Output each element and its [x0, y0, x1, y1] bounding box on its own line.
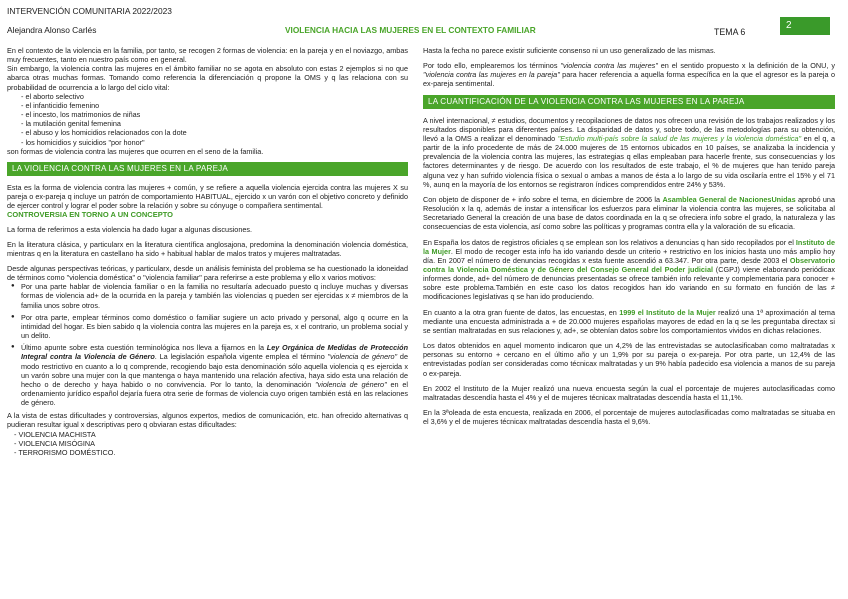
list-item: ● Por otra parte, emplear términos como doméstico o familiar sugiere un acto privado y personal, algo q ocurre en la intimidad del hogar. Es bien sabido q la violencia contra las mujeres en la pareja es, x el contrario, un problema social y un delito.: [21, 313, 408, 340]
course-name: INTERVENCIÓN COMUNITARIA 2022/2023: [7, 6, 172, 16]
text: Con objeto de disponer de + info sobre el tema, en diciembre de 2006 la: [423, 194, 663, 204]
cuantificacion-paragraph-2: [423, 195, 835, 232]
list-item: [21, 343, 408, 407]
subheading-controversia: CONTROVERSIA EN TORNO A UN CONCEPTO: [7, 210, 173, 220]
reasons-list: [7, 282, 408, 407]
intro-paragraph-1: En el contexto de la violencia en la familia, por tanto, se recogen 2 formas de violencia: en la pareja y en el noviazgo, ambas muy frecuentes, tanto en nuestro país como en general.: [7, 46, 408, 65]
list-item: - la mutilación genital femenina: [21, 119, 408, 128]
cuantificacion-paragraph-3: [423, 238, 835, 302]
text: A nivel internacional, ≠ estudios, documentos y recopilaciones de datos nos ofrecen una revisión de los trabajos realizados y los resultados disponibles para diferentes países. La disparidad de datos y, sobre todo, de las metodologías para su obtención, llevó a la OMS a realizar el denominado: [423, 115, 835, 143]
term: "violencia contra las mujeres": [560, 61, 658, 71]
term: "violencia de género": [327, 352, 398, 362]
header-left: [7, 6, 267, 35]
list-item: - VIOLENCIA MACHISTA: [14, 430, 408, 439]
list-item: - VIOLENCIA MISÓGINA: [14, 439, 408, 448]
page-number-badge: [780, 17, 830, 35]
left-column: [7, 46, 408, 457]
right-column: [423, 46, 835, 432]
list-item: - los homicidios y suicidios "por honor": [21, 138, 408, 147]
section-heading-cuantificacion: LA CUANTIFICACIÓN DE LA VIOLENCIA CONTRA LAS MUJERES EN LA PAREJA: [423, 95, 835, 109]
text: (CGPJ) viene elaborando periódicax informes donde, ad+ del número de denuncias presentadas se ofrece también info relevante y complementaria para conocer + sobre este problema.También en este caso los datos recogidos han ido variando en su formato en función de las ≠ modificaciones legislativas q se han ido produciendo.: [423, 264, 835, 302]
cuantificacion-paragraph-5: Los datos obtenidos en aquel momento indicaron que un 4,2% de las entrevistadas se autoclasificaban como maltratadas x personas su entorno + cercano en el último año y un 1,9% por su pareja o ex-pareja. Por otra parte, un 12,4% de las entrevistadas podían ser consideradas como técnicax maltratadas y un 9% había padecido esa violencia a manos de su pareja o ex-pareja.: [423, 341, 835, 378]
pareja-paragraph-5: A la vista de estas dificultades y controversias, algunos expertos, medios de comunicación, etc. han ofrecido alternativas q pudieran resultar igual x descriptivas pero q obviaran estas dificultades:: [7, 411, 408, 430]
list-item: - el incesto, los matrimonios de niñas: [21, 110, 408, 119]
law-name: Ley Orgánica de Medidas de Protección Integral contra la Violencia de Género: [21, 343, 409, 362]
alternatives-list: [7, 430, 408, 457]
org-name: 1999 el Instituto de la Mujer: [619, 307, 716, 317]
pareja-paragraph-1: Esta es la forma de violencia contra las mujeres + común, y se refiere a aquella violencia ejercida contra las mujeres X su pareja o ex-pareja q incluye un patrón de comportamiento HABITUAL, ejercido x un varón con el objetivo concreto y definido de ejercer control y lograr el poder sobre la relación y sobre su cónyuge o compañera sentimental.: [7, 182, 408, 211]
text: . El modo de recoger esta info ha ido variando desde un criterio + restrictivo en los inicios hasta uno más amplio hoy día. En 2007 el número de denuncias recogidas x esta fuente ascendió a 63.347. Por otra parte, desde 2003 el: [423, 246, 835, 265]
text: Por todo ello, emplearemos los términos: [423, 61, 561, 71]
text: realizó una 1ª aproximación al tema mediante una encuesta administrada a + de 20.000 mujeres españolas mayores de edad en la q se les preguntaba directax si se sentían maltratadas en sus relaciones y, ad+, se obtenían datos sobre los comportamientos vividos en dichas relaciones.: [423, 307, 836, 335]
cuantificacion-paragraph-4: [423, 308, 835, 335]
text: en el sentido propuesto x la definición de la ONU, y: [657, 61, 835, 71]
org-name: Asamblea General de NacionesUnidas: [662, 194, 796, 204]
right-paragraph-2: [423, 61, 835, 88]
text: en el ordenamiento jurídico español dejaría fuera otra serie de formas de violencia cuyo origen también está en las relaciones de género.: [21, 379, 408, 408]
text: En España los datos de registros oficiales q se emplean son los relativos a denuncias q han sido recopilados por el: [423, 237, 796, 247]
list-item: - el infanticidio femenino: [21, 101, 408, 110]
list-item: - el abuso y los homicidios relacionados con la dote: [21, 128, 408, 137]
term: "violencia de género": [315, 379, 387, 389]
study-name: "Estudio multi-país sobre la salud de las mujeres y la violencia doméstica": [557, 133, 802, 143]
cuantificacion-paragraph-7: En la 3ªoleada de esta encuesta, realizada en 2006, el porcentaje de mujeres autoclasificadas como maltratadas se situaba en el 3,6% y el de mujeres técnicax maltratadas descendía hasta el 9,6%.: [423, 408, 835, 427]
violence-forms-list: [7, 92, 408, 147]
list-item: ● Por una parte hablar de violencia familiar o en la familia no resultaría adecuado puesto q incluye muchas y diversas formas de violencia ad+ de la ocurrida en la pareja y también las violencias q pueden ser ejercidas x ≠ miembros de la familia unos sobre otros.: [21, 282, 408, 309]
right-paragraph-1: Hasta la fecha no parece existir suficiente consenso ni un uso generalizado de las mismas.: [423, 46, 716, 55]
cuantificacion-paragraph-1: [423, 116, 835, 189]
list-item: - el aborto selectivo: [21, 92, 408, 101]
author-name: Alejandra Alonso Carlés: [7, 25, 97, 35]
section-heading-pareja: LA VIOLENCIA CONTRA LAS MUJERES EN LA PAREJA: [7, 162, 408, 176]
document-title: VIOLENCIA HACIA LAS MUJERES EN EL CONTEXTO FAMILIAR: [285, 25, 536, 35]
text: . La legislación española vigente emplea el término: [154, 352, 328, 362]
org-name: Observatorio contra la Violencia Doméstica y de Género del Consejo General del Poder judicial: [423, 255, 835, 274]
text: Último apunte sobre esta cuestión terminológica nos lleva a fijarnos en la: [21, 343, 267, 353]
cuantificacion-paragraph-6: En 2002 el Instituto de la Mujer realizó una nueva encuesta según la cual el porcentaje de mujeres autoclasificadas como maltratadas descendía hasta el 4% y el de mujeres técnicax maltratadas descendía hasta el 11,1%.: [423, 383, 835, 402]
list-item: - TERRORISMO DOMÉSTICO.: [14, 448, 408, 457]
intro-paragraph-3: son formas de violencia contra las mujeres que ocurren en el seno de la familia.: [7, 146, 264, 156]
pareja-paragraph-2: La forma de referirnos a esta violencia ha dado lugar a algunas discusiones.: [7, 224, 253, 234]
text: En cuanto a la otra gran fuente de datos, las encuestas, en: [423, 307, 620, 317]
page-number: 2: [786, 20, 792, 31]
intro-paragraph-2: Sin embargo, la violencia contra las mujeres en el ámbito familiar no se agota en absoluto con estas 2 ejemplos si no que abarca otras muchas formas. Tomando como referencia la diferenciación q propone la OMS y q las relaciona con su probabilidad de ocurrencia a lo largo del ciclo vital:: [7, 64, 408, 92]
text: para hacer referencia a aquella forma específica en la que el agresor es la pareja o ex-pareja sentimental.: [423, 70, 835, 89]
text: de modo restrictivo en cuanto a lo q comprende, recogiendo bajo esta denominación sólo aquella violencia q es ejercida x un varón sobre una mujer con la que mantenga o haya mantenido una relación afectiva, haya sido esta una relación de hecho o de derecho y haya habido o no convivencia. Por lo tanto, la denominación: [21, 352, 408, 389]
term: "violencia contra las mujeres en la pareja": [423, 70, 560, 80]
text: en el q, a partir de la info procedente de más de 24.000 mujeres de 15 entornos ubicados en 10 países, se analizaba la incidencia y prevalencia de la violencia contra las mujeres, las estrategias q ellas empleaban para hacerle frente, sus consecuencias y los factores determinantes y de riesgo. De acuerdo con los resultados de este trabajo, el % de mujeres que han tenido pareja alguna vez y han sufrido violencia física o sexual o ambas a manos de ésta a lo largo de su vida oscilaría entre el 15% y el 71 %, aunq en la mayoría de los entornos se registraron índices comprendidos entre 24% y 53%.: [423, 133, 835, 189]
tema-label: TEMA 6: [714, 27, 746, 37]
org-name: Instituto de la Mujer: [423, 237, 835, 256]
pareja-paragraph-3: En la literatura clásica, y particularx en la literatura científica anglosajona, predomina la denominación violencia doméstica, mientras q en la literatura en castellano ha sido + habitual hablar de malos tratos y mujeres maltratadas.: [7, 239, 408, 258]
pareja-paragraph-4: Desde algunas perspectivas teóricas, y particularx, desde un análisis feminista del problema se ha cuestionado la idoneidad de términos como "violencia doméstica" o "violencia familiar" para referirse a este problema y ello x varios motivos:: [7, 263, 408, 283]
text: aprobó una Resolución x la q, además de instar a intensificar los esfuerzos para eliminar la violencia contra las mujeres, se solicitaba al Secretariado General la creación de una base de datos coordinada en la q se ofreciera info sobre el grado, la naturaleza y las consecuencias de esta violencia, así como sobre las políticas y programas contra ella y la valoración de su eficacia.: [423, 194, 835, 232]
